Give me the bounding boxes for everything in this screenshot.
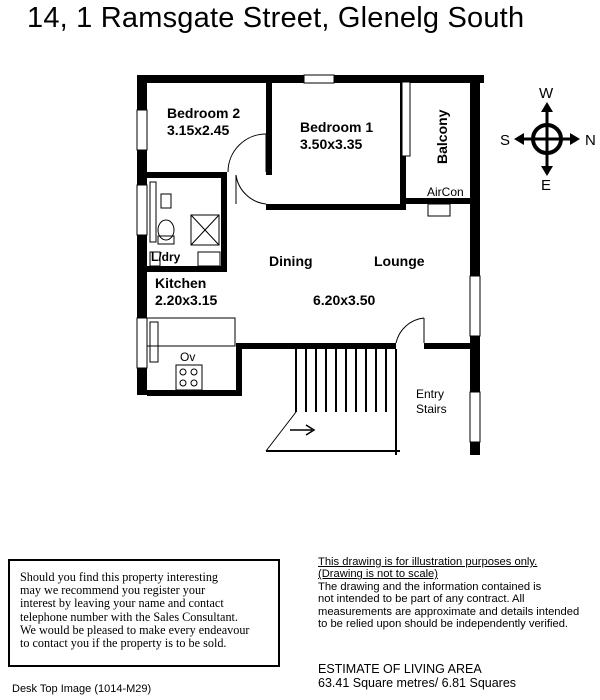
notice-line: telephone number with the Sales Consultant. (20, 609, 238, 624)
bedroom1-size: 3.50x3.35 (300, 136, 363, 152)
compass-icon (514, 102, 580, 176)
bedroom2-label: Bedroom 2 (167, 105, 241, 121)
bedroom2-size: 3.15x2.45 (167, 122, 230, 138)
kitchen-size: 2.20x3.15 (155, 292, 218, 308)
footer-caption: Desk Top Image (1014-M29) (12, 683, 152, 695)
notice-line: We would be pleased to make every endeavour (20, 622, 250, 637)
balcony-label: Balcony (434, 109, 450, 164)
doors (228, 134, 450, 343)
disclaimer-scale: (Drawing is not to scale) (318, 568, 438, 581)
notice-line: interest by leaving your name and contact (20, 596, 224, 611)
disclaimer (318, 556, 588, 630)
estimate-value: 63.41 Square metres/ 6.81 Squares (318, 676, 517, 690)
living-area-estimate (318, 662, 516, 690)
oven-label: Ov (180, 350, 196, 364)
disclaimer-line: not intended to be part of any contract. All (318, 593, 525, 606)
disclaimer-line: to be relied upon should be independently verified. (318, 618, 569, 631)
compass-e: E (541, 177, 552, 194)
dining-label: Dining (269, 253, 313, 269)
compass-s: S (500, 132, 511, 149)
lounge-label: Lounge (374, 253, 425, 269)
notice-text (20, 571, 276, 650)
bedroom1-label: Bedroom 1 (300, 119, 374, 135)
notice-line: to contact you if the property is to be sold. (20, 636, 227, 651)
compass-n: N (585, 132, 596, 149)
dining-lounge-size: 6.20x3.50 (313, 292, 376, 308)
compass-w: W (539, 85, 554, 102)
disclaimer-title: This drawing is for illustration purposes only. (318, 556, 538, 568)
entry-label: Entry (416, 387, 445, 401)
notice-line: may we recommend you register your (20, 583, 206, 598)
aircon-label: AirCon (427, 185, 464, 199)
staircase (266, 349, 400, 455)
stairs-label: Stairs (416, 402, 447, 416)
estimate-heading: ESTIMATE OF LIVING AREA (318, 662, 482, 676)
laundry-label: L/dry (151, 250, 181, 264)
page-title: 14, 1 Ramsgate Street, Glenelg South (27, 2, 525, 34)
disclaimer-line: measurements are approximate and details intended (318, 605, 580, 618)
disclaimer-line: The drawing and the information contained is (318, 580, 542, 593)
kitchen-label: Kitchen (155, 275, 207, 291)
notice-line: Should you find this property interesting (20, 570, 219, 584)
